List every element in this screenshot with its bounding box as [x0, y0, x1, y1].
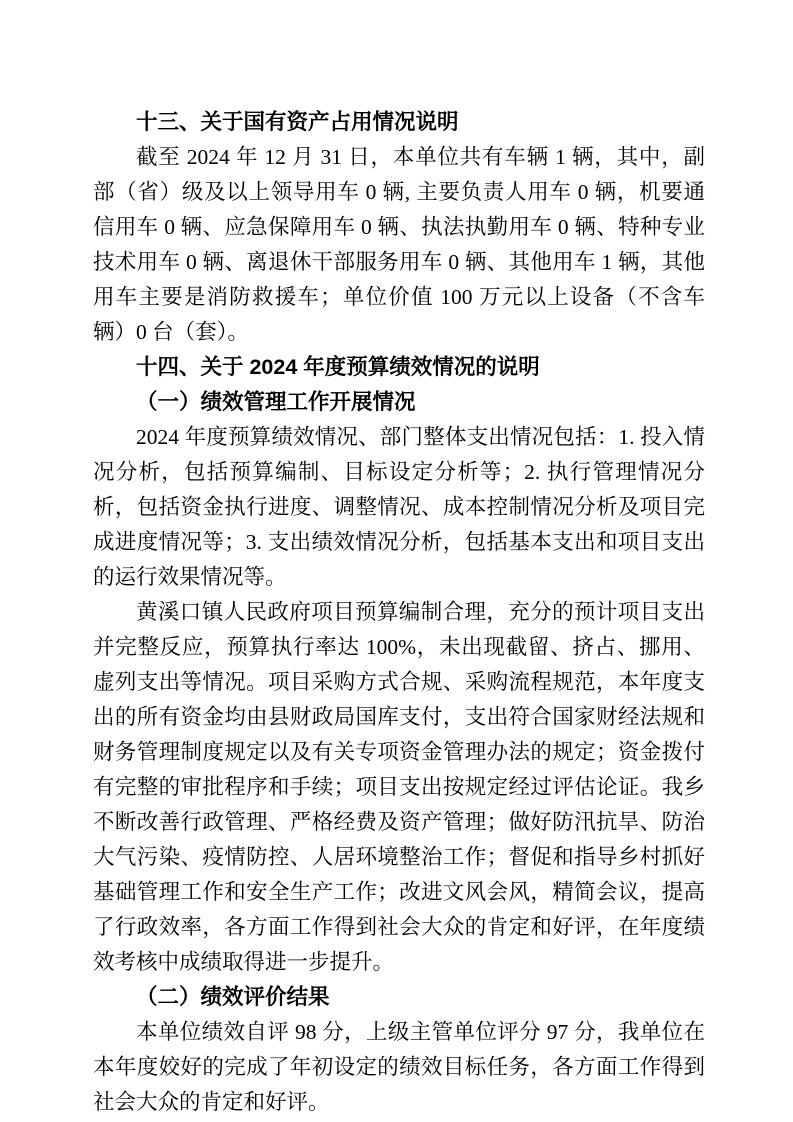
- paragraph-evaluation-scores: 本单位绩效自评 98 分，上级主管单位评分 97 分，我单位在本年度姣好的完成了年初设定的绩效目标任务，各方面工作得到社会大众的肯定和好评。: [93, 1020, 705, 1114]
- heading-section-14-budget-performance: 十四、关于 2024 年度预算绩效情况的说明: [136, 355, 540, 379]
- heading-section-13-state-assets: 十三、关于国有资产占用情况说明: [136, 110, 459, 134]
- document-body: [93, 105, 705, 1120]
- paragraph-performance-overview: 2024 年度预算绩效情况、部门整体支出情况包括：1. 投入情况分析，包括预算编制、目标设定分析等；2. 执行管理情况分析，包括资金执行进度、调整情况、成本控制情况分析及项目完成进度情况等；3. 支出绩效情况分析，包括基本支出和项目支出的运行效果情况等。: [93, 425, 705, 589]
- subheading-performance-evaluation-results: （二）绩效评价结果: [136, 985, 330, 1009]
- paragraph-budget-execution-details: 黄溪口镇人民政府项目预算编制合理，充分的预计项目支出并完整反应，预算执行率达 100%，未出现截留、挤占、挪用、虚列支出等情况。项目采购方式合规、采购流程规范，本年度支出的所有资金均由县财政局国库支付，支出符合国家财经法规和财务管理制度规定以及有关专项资金管理办法的规定；资金拨付有完整的审批程序和手续；项目支出按规定经过评估论证。我乡不断改善行政管理、严格经费及资产管理；做好防汛抗旱、防治大气污染、疫情防控、人居环境整治工作；督促和指导乡村抓好基础管理工作和安全生产工作；改进文风会风，精简会议，提高了行政效率，各方面工作得到社会大众的肯定和好评，在年度绩效考核中成绩取得进一步提升。: [93, 600, 705, 974]
- subheading-performance-management-work: （一）绩效管理工作开展情况: [136, 390, 416, 414]
- paragraph-state-assets-vehicles: 截至 2024 年 12 月 31 日，本单位共有车辆 1 辆，其中，副部（省）级及以上领导用车 0 辆, 主要负责人用车 0 辆，机要通信用车 0 辆、应急保障用车 0 辆、执法执勤用车 0 辆、特种专业技术用车 0 辆、离退休干部服务用车 0 辆、其他用车 1 辆，其他用车主要是消防救援车；单位价值 100 万元以上设备（不含车辆）0 台（套）。: [93, 145, 705, 344]
